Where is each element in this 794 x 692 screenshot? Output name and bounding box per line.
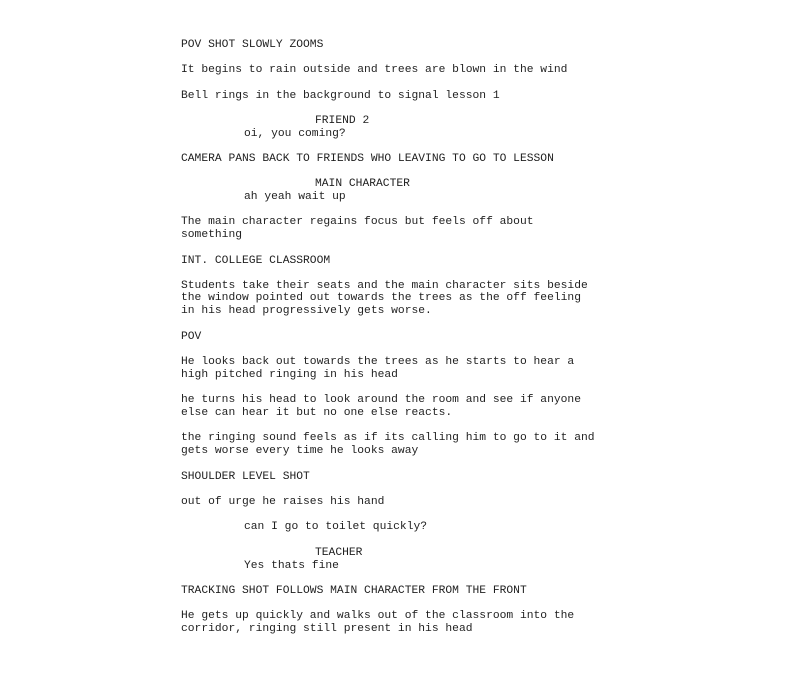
action-line: the window pointed out towards the trees as the off feeling bbox=[181, 292, 581, 304]
dialogue-line: Yes thats fine bbox=[244, 560, 339, 572]
action-line: in his head progressively gets worse. bbox=[181, 305, 432, 317]
character-name: FRIEND 2 bbox=[315, 115, 370, 127]
shot-direction: POV bbox=[181, 331, 202, 343]
action-line: high pitched ringing in his head bbox=[181, 369, 398, 381]
action-line: else can hear it but no one else reacts. bbox=[181, 407, 453, 419]
action-line: It begins to rain outside and trees are blown in the wind bbox=[181, 64, 568, 76]
character-name: TEACHER bbox=[315, 547, 363, 559]
action-line: Students take their seats and the main character sits beside bbox=[181, 280, 588, 292]
scene-heading: INT. COLLEGE CLASSROOM bbox=[181, 255, 331, 267]
dialogue-line: can I go to toilet quickly? bbox=[244, 521, 428, 533]
action-line: The main character regains focus but feels off about bbox=[181, 216, 534, 228]
shot-direction: CAMERA PANS BACK TO FRIENDS WHO LEAVING TO GO TO LESSON bbox=[181, 153, 554, 165]
dialogue-line: oi, you coming? bbox=[244, 128, 346, 140]
shot-direction: SHOULDER LEVEL SHOT bbox=[181, 471, 310, 483]
shot-direction: TRACKING SHOT FOLLOWS MAIN CHARACTER FROM THE FRONT bbox=[181, 585, 527, 597]
action-line: He gets up quickly and walks out of the classroom into the bbox=[181, 610, 575, 622]
action-line: Bell rings in the background to signal lesson 1 bbox=[181, 90, 500, 102]
shot-direction: POV SHOT SLOWLY ZOOMS bbox=[181, 39, 324, 51]
action-line: He looks back out towards the trees as he starts to hear a bbox=[181, 356, 575, 368]
action-line: out of urge he raises his hand bbox=[181, 496, 385, 508]
character-name: MAIN CHARACTER bbox=[315, 178, 410, 190]
action-line: gets worse every time he looks away bbox=[181, 445, 419, 457]
action-line: corridor, ringing still present in his head bbox=[181, 623, 473, 635]
action-line: he turns his head to look around the room and see if anyone bbox=[181, 394, 581, 406]
action-line: the ringing sound feels as if its calling him to go to it and bbox=[181, 432, 595, 444]
action-line: something bbox=[181, 229, 243, 241]
dialogue-line: ah yeah wait up bbox=[244, 191, 346, 203]
